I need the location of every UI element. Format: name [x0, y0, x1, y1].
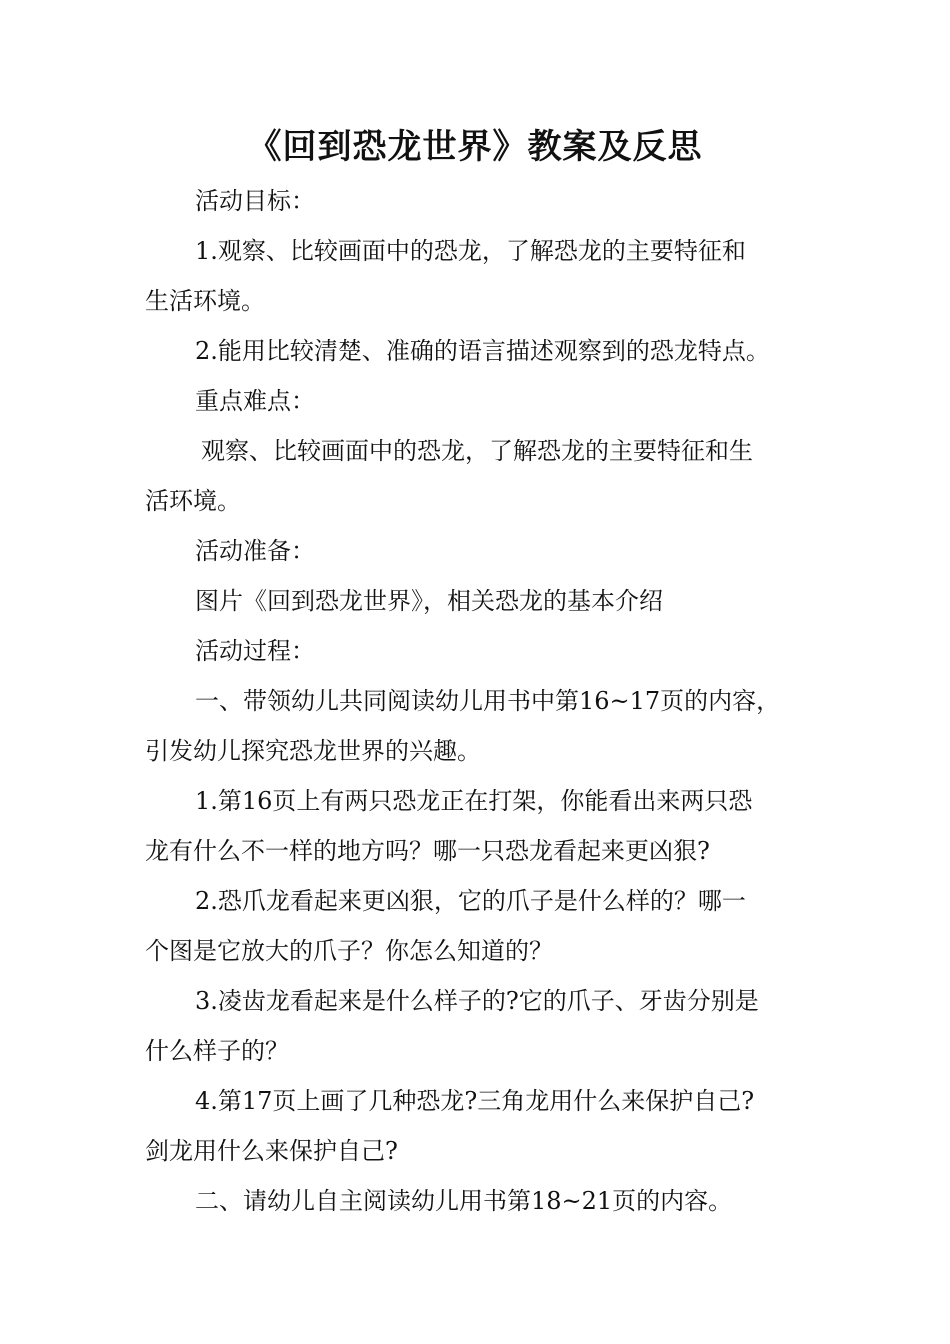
paragraph-line: 剑龙用什么来保护自己? — [145, 1137, 398, 1165]
section-heading-goals: 活动目标： — [195, 187, 315, 215]
paragraph-line: 什么样子的？ — [145, 1037, 289, 1065]
section-heading-process: 活动过程： — [195, 637, 315, 665]
paragraph-line: 1.观察、比较画面中的恐龙，了解恐龙的主要特征和 — [195, 237, 746, 265]
paragraph-line: 观察、比较画面中的恐龙，了解恐龙的主要特征和生 — [201, 437, 753, 465]
paragraph-line: 二、请幼儿自主阅读幼儿用书第18~21页的内容。 — [195, 1187, 733, 1215]
paragraph-line: 活环境。 — [145, 487, 241, 515]
paragraph-line: 生活环境。 — [145, 287, 265, 315]
paragraph-line: 2.能用比较清楚、准确的语言描述观察到的恐龙特点。 — [195, 337, 770, 365]
paragraph-line: 2.恐爪龙看起来更凶狠，它的爪子是什么样的？哪一 — [195, 887, 746, 915]
document-body — [145, 176, 810, 1226]
paragraph-line: 3.凌齿龙看起来是什么样子的?它的爪子、牙齿分别是 — [195, 987, 759, 1015]
paragraph-line: 个图是它放大的爪子？你怎么知道的？ — [145, 937, 553, 965]
document-title: 《回到恐龙世界》教案及反思 — [247, 127, 703, 167]
paragraph-line: 引发幼儿探究恐龙世界的兴趣。 — [145, 737, 481, 765]
paragraph-line: 图片《回到恐龙世界》，相关恐龙的基本介绍 — [195, 587, 663, 615]
section-heading-preparation: 活动准备： — [195, 537, 315, 565]
section-heading-key-points: 重点难点： — [195, 387, 315, 415]
paragraph-line: 4.第17页上画了几种恐龙?三角龙用什么来保护自己? — [195, 1087, 755, 1115]
paragraph-line: 1.第16页上有两只恐龙正在打架，你能看出来两只恐 — [195, 787, 753, 815]
paragraph-line: 龙有什么不一样的地方吗？哪一只恐龙看起来更凶狠? — [145, 837, 710, 865]
paragraph-line: 一、带领幼儿共同阅读幼儿用书中第16~17页的内容， — [195, 687, 781, 715]
